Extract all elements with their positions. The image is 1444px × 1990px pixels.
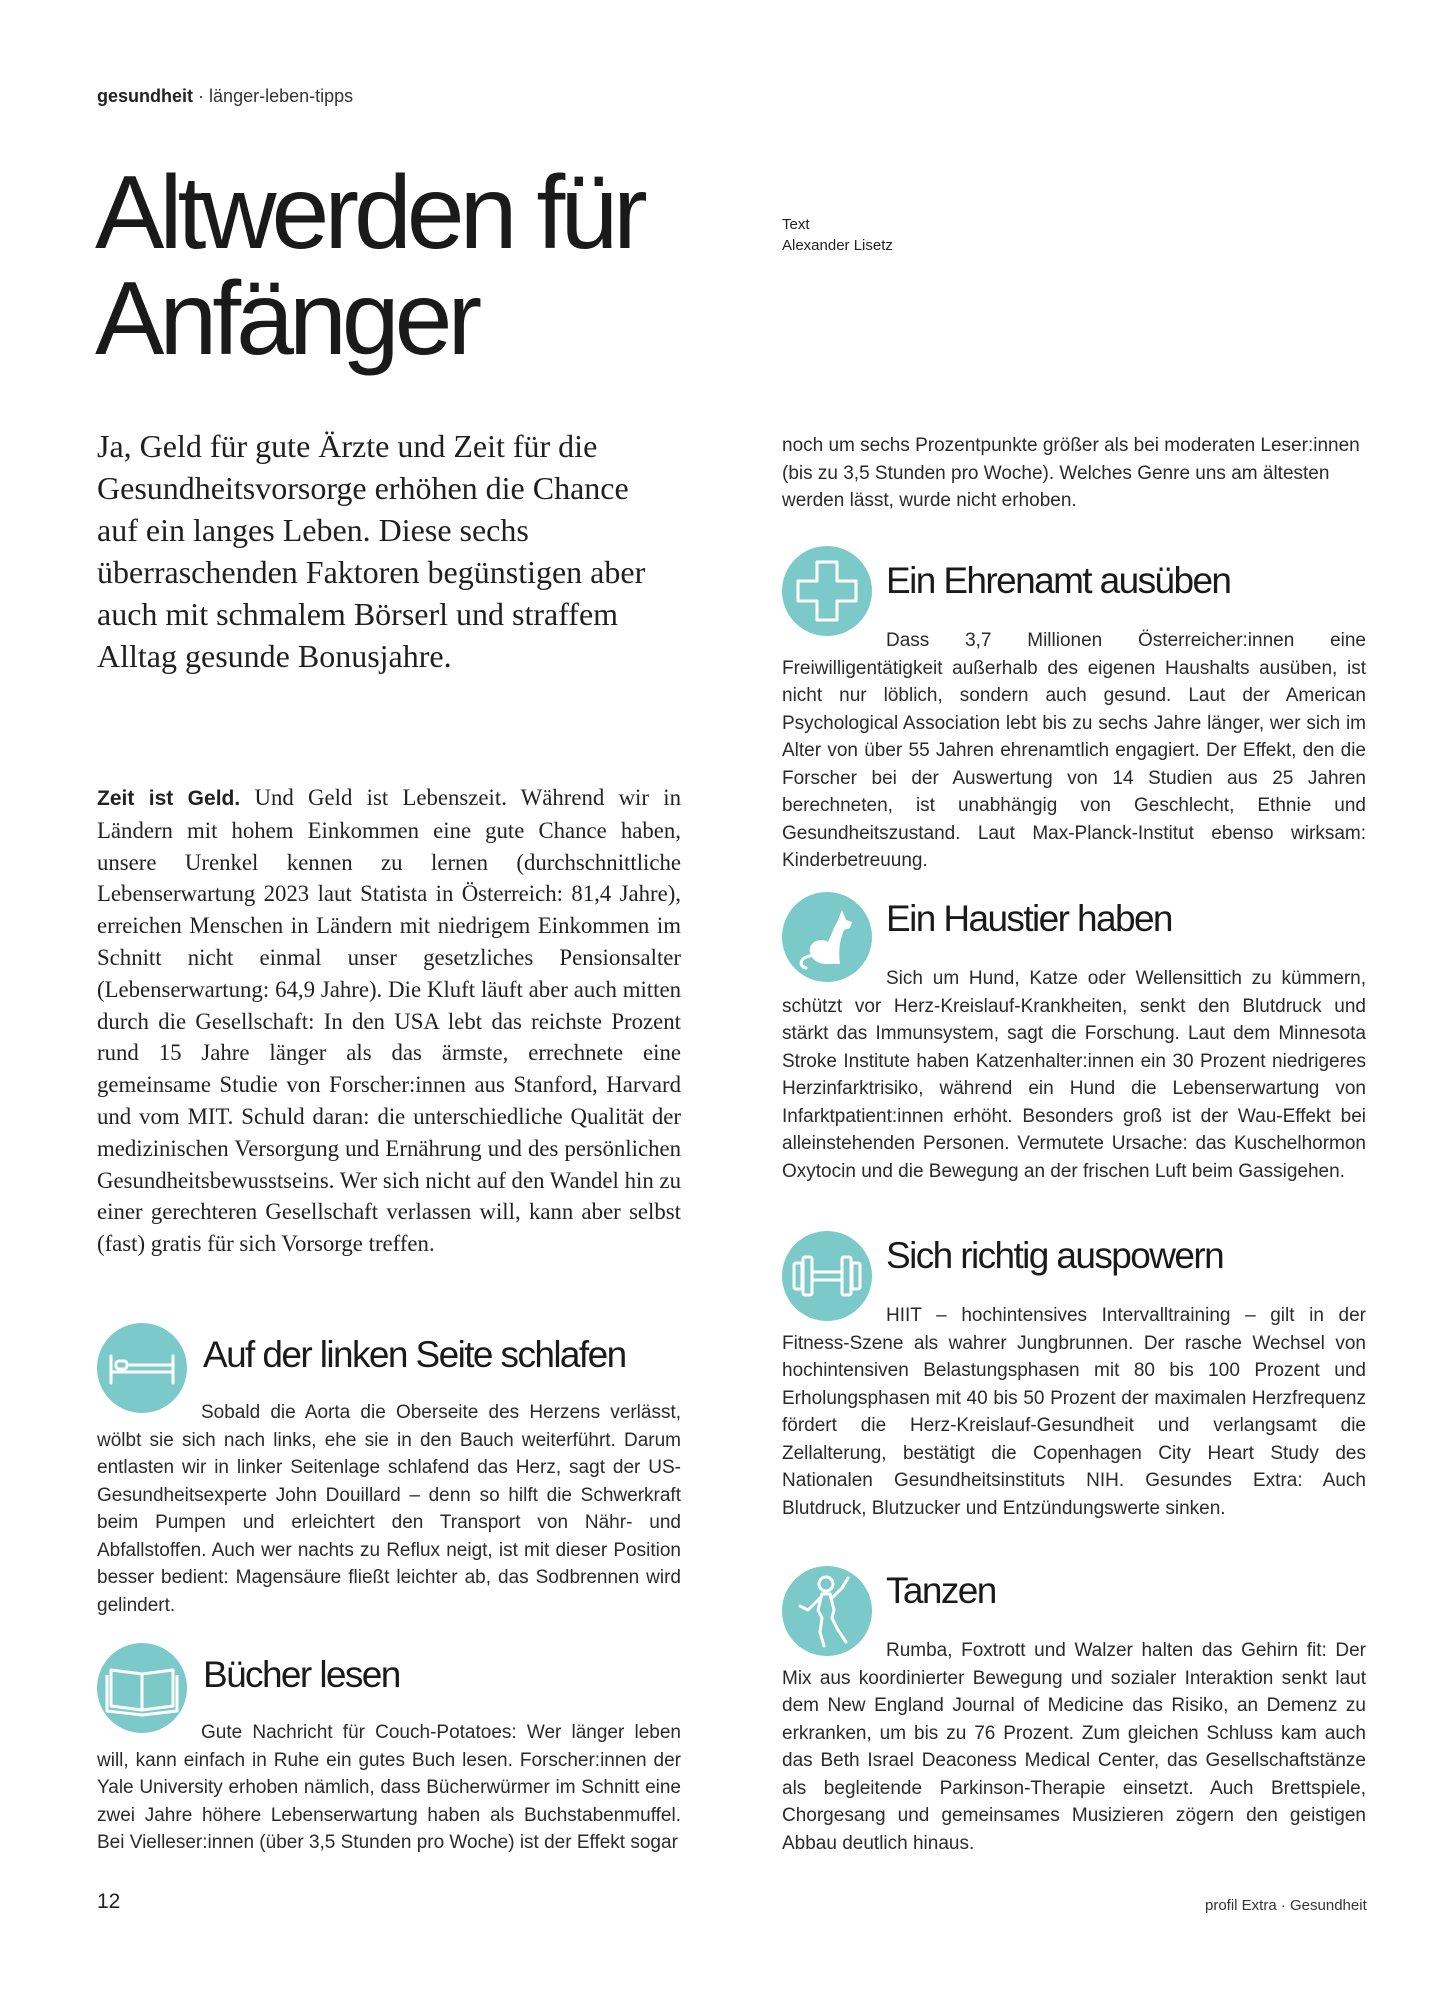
- section-sleep-left: [97, 1323, 681, 1616]
- section-reading: [97, 1643, 681, 1863]
- medical-cross-icon: [782, 546, 872, 636]
- section-text: Sobald die Aorta die Oberseite des Herzens verlässt, wölbt sie sich nach links, ehe sie in den Bauch weiterführt. Darum entlasten wir in linker Seitenlage schlafend das Herz, sagt der US-Gesundheitsexperte John Douillard – denn so hilft die Schwerkraft beim Pumpen und erleichtert den Transport von Nähr- und Abfallstoffen. Auch wer nachts zu Reflux neigt, ist mit dieser Position besser bedient: Magensäure fließt leichter ab, das Sodbrennen wird gelindert.: [97, 1402, 681, 1616]
- intro-text: Und Geld ist Lebenszeit. Während wir in Ländern mit hohem Einkommen eine gute Chance haben, unsere Urenkel kennen zu lernen (durchschnittliche Lebenserwartung 2023 laut Statista in Österreich: 81,4 Jahre), erreichen Menschen in Ländern mit niedrigem Einkommen im Schnitt nicht einmal unser gesetzliches Pensionsalter (Lebenserwartung: 64,9 Jahre). Die Kluft läuft aber auch mitten durch die Gesellschaft: In den USA lebt das reichste Prozent rund 15 Jahre länger als das ärmste, errechnete eine gemeinsame Studie von Forscher:innen aus Stanford, Harvard und vom MIT. Schuld daran: die unterschiedliche Qualität der medizinischen Versorgung und Ernährung und des persönlichen Gesundheitsbewusstseins. Wer sich nicht auf den Wandel hin zu einer gerechteren Gesellschaft verlassen will, kann aber selbst (fast) gratis für sich Vorsorge treffen.: [97, 785, 682, 1257]
- kicker-section: gesundheit: [97, 86, 194, 106]
- author-credit: [782, 214, 893, 256]
- kicker-subsection: länger-leben-tipps: [209, 86, 354, 106]
- section-heading: Ein Haustier haben: [886, 898, 1172, 939]
- page-number: 12: [97, 1890, 121, 1913]
- section-heading: Tanzen: [886, 1570, 996, 1611]
- credit-label: Text: [782, 216, 810, 233]
- title-line-2: Anfänger: [95, 261, 478, 377]
- section-heading: Sich richtig auspowern: [886, 1235, 1224, 1276]
- section-text: Dass 3,7 Millionen Österreicher:innen eine Freiwilligentätigkeit außerhalb des eigenen Haushalts ausüben, ist nicht nur löblich, sondern auch gesund. Laut der American Psychological Association lebt bis zu sechs Jahre länger, wer sich im Alter von über 55 Jahren ehrenamtlich engagiert. Der Effekt, den die Forscher bei der Auswertung von 14 Studien aus 25 Jahren berechneten, ist unabhängig von Geschlecht, Ethnie und Gesundheitszustand. Laut Max-Planck-Institut ebenso wirksam: Kinderbetreuung.: [782, 630, 1366, 871]
- section-heading: Auf der linken Seite schlafen: [203, 1334, 626, 1375]
- section-text: Sich um Hund, Katze oder Wellensittich zu kümmern, schützt vor Herz-Kreislauf-Krankheiten, senkt den Blutdruck und stärkt das Immunsystem, sagt die Forschung. Laut dem Minnesota Stroke Institute haben Katzenhalter:innen ein 30 Prozent niedrigeres Herzinfarktrisiko, während ein Hund die Lebenserwartung von Infarktpatient:innen erhöht. Besonders groß ist der Wau-Effekt bei alleinstehenden Personen. Vermutete Ursache: das Kuschelhormon Oxytocin und die Bewegung an der frischen Luft beim Gassigehen.: [782, 968, 1366, 1182]
- section-dancing: [782, 1566, 1366, 1866]
- kicker-separator: ·: [198, 86, 205, 106]
- section-text: Gute Nachricht für Couch-Potatoes: Wer länger leben will, kann einfach in Ruhe ein gutes Buch lesen. Forscher:innen der Yale University erhoben nämlich, dass Bücherwürmer im Schnitt eine zwei Jahre höhere Lebenserwartung haben als Buchstabenmuffel. Bei Vielleser:innen (über 3,5 Stunden pro Woche) ist der Effekt sogar: [97, 1722, 681, 1853]
- lead-paragraph: Ja, Geld für gute Ärzte und Zeit für die Gesundheitsvorsorge erhöhen die Chance auf ein langes Leben. Diese sechs überraschenden Faktoren begünstigen aber auch mit schmalem Börserl und straffem Alltag gesunde Bonusjahre.: [97, 428, 646, 674]
- intro-paragraph: [97, 782, 681, 1260]
- intro-runin: Zeit ist Geld.: [97, 787, 241, 810]
- section-heading: Bücher lesen: [203, 1654, 400, 1695]
- continued-paragraph: noch um sechs Prozentpunkte größer als bei moderaten Leser:innen (bis zu 3,5 Stunden pro Woche). Welches Genre uns am ältesten werden lässt, wurde nicht erhoben.: [782, 435, 1360, 511]
- section-pet: [782, 892, 1366, 1192]
- article-title: [95, 155, 715, 377]
- section-volunteering: [782, 546, 1366, 871]
- section-workout: [782, 1231, 1366, 1531]
- section-text: HIIT – hochintensives Intervalltraining – gilt in der Fitness-Szene als wahrer Jungbrunnen. Der rasche Wechsel von hochintensiven Belastungsphasen mit 80 bis 100 Prozent und Erholungsphasen mit 40 bis 50 Prozent der maximalen Herzfrequenz fördert die Herz-Kreislauf-Gesundheit und verlangsamt die Zellalterung, bestätigt die Copenhagen City Heart Study des Nationalen Gesundheitsinstituts NIH. Gesundes Extra: Auch Blutdruck, Blutzucker und Entzündungswerte sinken.: [782, 1305, 1366, 1519]
- section-text: Rumba, Foxtrott und Walzer halten das Gehirn fit: Der Mix aus koordinierter Bewegung und sozialer Interaktion senkt laut dem New England Journal of Medicine das Risiko, an Demenz zu erkranken, um bis zu 76 Prozent. Zum gleichen Schluss kam auch das Beth Israel Deaconess Medical Center, das Gesellschaftstänze als begleitende Parkinson-Therapie einsetzt. Auch Brettspiele, Chorgesang und gemeinsames Musizieren zögern den geistigen Abbau deutlich hinaus.: [782, 1640, 1366, 1854]
- title-line-1: Altwerden für: [95, 155, 643, 271]
- section-heading: Ein Ehrenamt ausüben: [886, 560, 1231, 601]
- section-kicker: [97, 86, 353, 107]
- publication-footer: profil Extra · Gesundheit: [1205, 1897, 1367, 1914]
- credit-author: Alexander Lisetz: [782, 237, 893, 254]
